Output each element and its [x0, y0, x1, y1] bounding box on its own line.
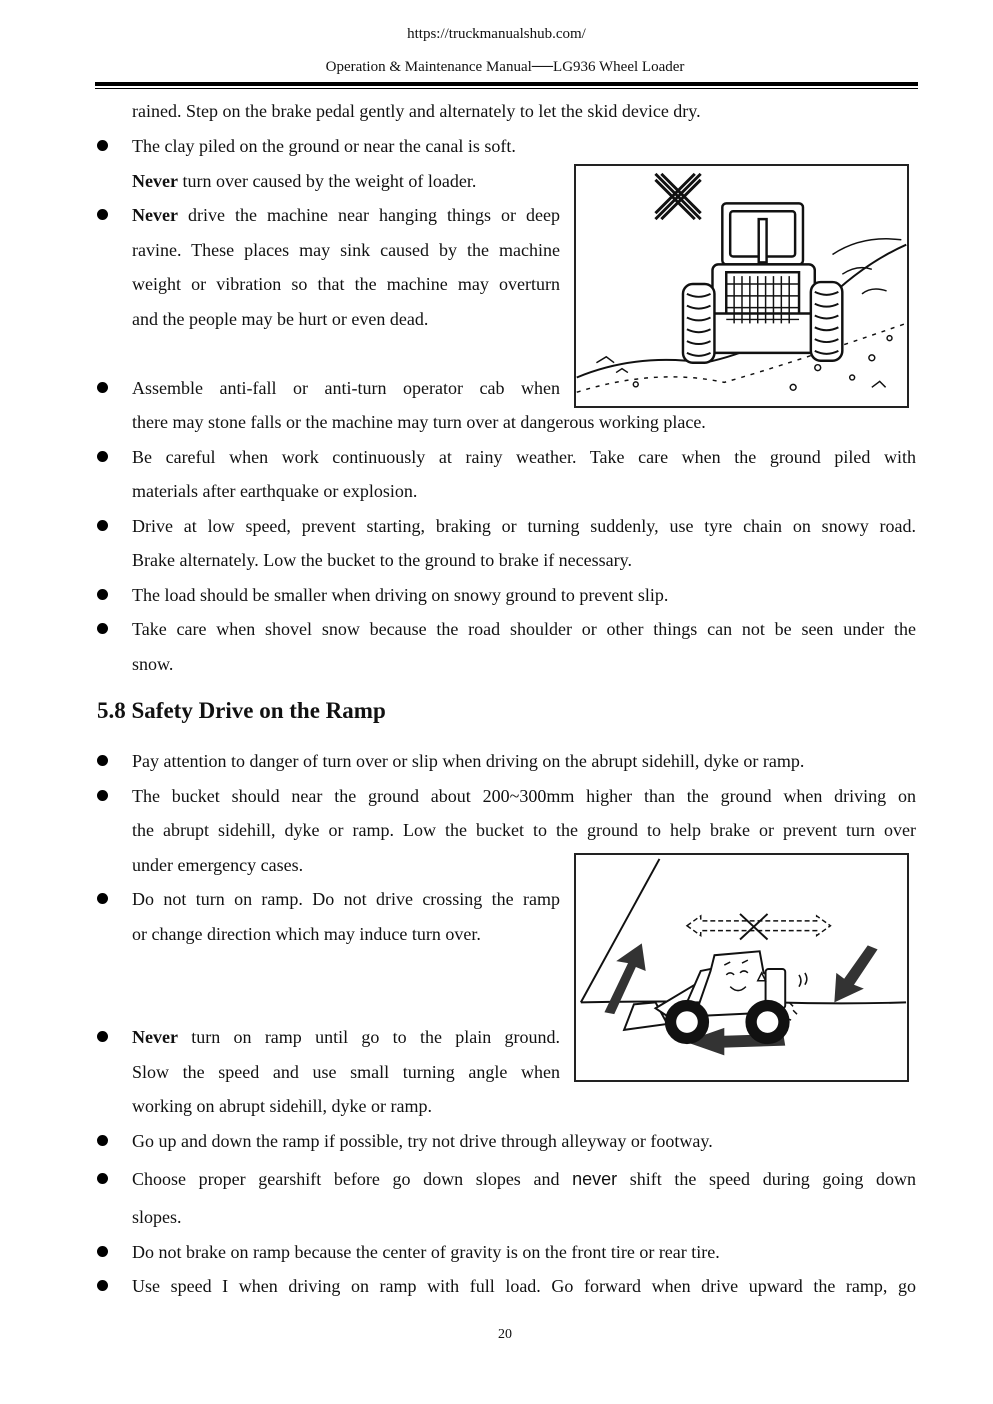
- bullet-dot: [97, 140, 108, 151]
- paragraph-line: Take care when shovel snow because the road shoulder or other things can not be seen under the: [132, 619, 916, 639]
- bullet-dot: [97, 209, 108, 220]
- paragraph-line: The bucket should near the ground about 200~300mm higher than the ground when driving on: [132, 786, 916, 806]
- paragraph-line: Brake alternately. Low the bucket to the ground to brake if necessary.: [132, 550, 632, 570]
- paragraph-line: ravine. These places may sink caused by the machine: [132, 240, 560, 260]
- bold-word: Never: [132, 205, 178, 225]
- bullet-dot: [97, 589, 108, 600]
- paragraph-line: slopes.: [132, 1207, 182, 1227]
- crossing-arrow-icon: [687, 914, 830, 940]
- paragraph-line: weight or vibration so that the machine may overturn: [132, 274, 560, 294]
- header-url: https://truckmanualshub.com/: [407, 26, 586, 42]
- paragraph-line: there may stone falls or the machine may turn over at dangerous working place.: [132, 412, 706, 432]
- header-title: Operation & Maintenance Manual──LG936 Wheel Loader: [325, 59, 685, 75]
- header-rule-thick: [95, 82, 918, 86]
- bullet-dot: [97, 1280, 108, 1291]
- paragraph-line: rained. Step on the brake pedal gently and alternately to let the skid device dry.: [132, 101, 701, 121]
- bold-word: Never: [132, 1027, 178, 1047]
- bullet-dot: [97, 893, 108, 904]
- paragraph-line: the abrupt sidehill, dyke or ramp. Low the bucket to the ground to help brake or prevent turn over: [132, 820, 916, 840]
- loader-ramp-illustration: [574, 853, 909, 1082]
- paragraph-line: materials after earthquake or explosion.: [132, 481, 418, 501]
- paragraph-line: Assemble anti-fall or anti-turn operator cab when: [132, 378, 560, 398]
- paragraph-line: [132, 169, 476, 193]
- paragraph-line: [132, 203, 560, 227]
- paragraph-line: Be careful when work continuously at rainy weather. Take care when the ground piled with: [132, 447, 916, 467]
- paragraph-line: under emergency cases.: [132, 855, 304, 875]
- paragraph-line: and the people may be hurt or even dead.: [132, 309, 429, 329]
- paragraph-line: Slow the speed and use small turning angle when: [132, 1062, 560, 1082]
- bullet-dot: [97, 520, 108, 531]
- sans-word: never: [572, 1169, 618, 1189]
- line-text: drive the machine near hanging things or deep: [177, 205, 560, 225]
- paragraph-line: [132, 1167, 916, 1191]
- loader-ravine-illustration: [574, 164, 909, 408]
- section-heading: 5.8 Safety Drive on the Ramp: [97, 698, 386, 723]
- bullet-dot: [97, 382, 108, 393]
- paragraph-line: Go up and down the ramp if possible, try not drive through alleyway or footway.: [132, 1131, 713, 1151]
- paragraph-line: Do not turn on ramp. Do not drive crossing the ramp: [132, 889, 560, 909]
- paragraph-line: Do not brake on ramp because the center of gravity is on the front tire or rear tire.: [132, 1242, 720, 1262]
- bullet-dot: [97, 451, 108, 462]
- paragraph-line: The load should be smaller when driving on snowy ground to prevent slip.: [132, 585, 669, 605]
- bullet-dot: [97, 1173, 108, 1184]
- bullet-dot: [97, 790, 108, 801]
- paragraph-line: The clay piled on the ground or near the canal is soft.: [132, 136, 516, 156]
- header-rule-thin: [95, 88, 918, 89]
- line-text: turn over caused by the weight of loader.: [177, 171, 477, 191]
- bullet-dot: [97, 1246, 108, 1257]
- line-text: Choose proper gearshift before go down slopes and: [132, 1169, 573, 1189]
- down-arrow-icon: [834, 945, 877, 1002]
- paragraph-line: snow.: [132, 654, 174, 674]
- x-mark-icon: [655, 174, 700, 219]
- loader-ravine-drawing: [576, 166, 907, 406]
- paragraph-line: Drive at low speed, prevent starting, braking or turning suddenly, use tyre chain on snowy road.: [132, 516, 916, 536]
- bullet-dot: [97, 623, 108, 634]
- paragraph-line: [132, 1025, 560, 1049]
- paragraph-line: Pay attention to danger of turn over or slip when driving on the abrupt sidehill, dyke or ramp.: [132, 751, 805, 771]
- paragraph-line: Use speed I when driving on ramp with full load. Go forward when drive upward the ramp, go: [132, 1276, 916, 1296]
- bold-word: Never: [132, 171, 178, 191]
- page-number: 20: [498, 1327, 512, 1342]
- bullet-dot: [97, 1135, 108, 1146]
- line-text: turn on ramp until go to the plain ground.: [177, 1027, 560, 1047]
- loader-ramp-drawing: [576, 855, 907, 1080]
- bullet-dot: [97, 1031, 108, 1042]
- paragraph-line: working on abrupt sidehill, dyke or ramp.: [132, 1096, 432, 1116]
- line-text: shift the speed during going down: [617, 1169, 916, 1189]
- paragraph-line: or change direction which may induce turn over.: [132, 924, 481, 944]
- bullet-dot: [97, 755, 108, 766]
